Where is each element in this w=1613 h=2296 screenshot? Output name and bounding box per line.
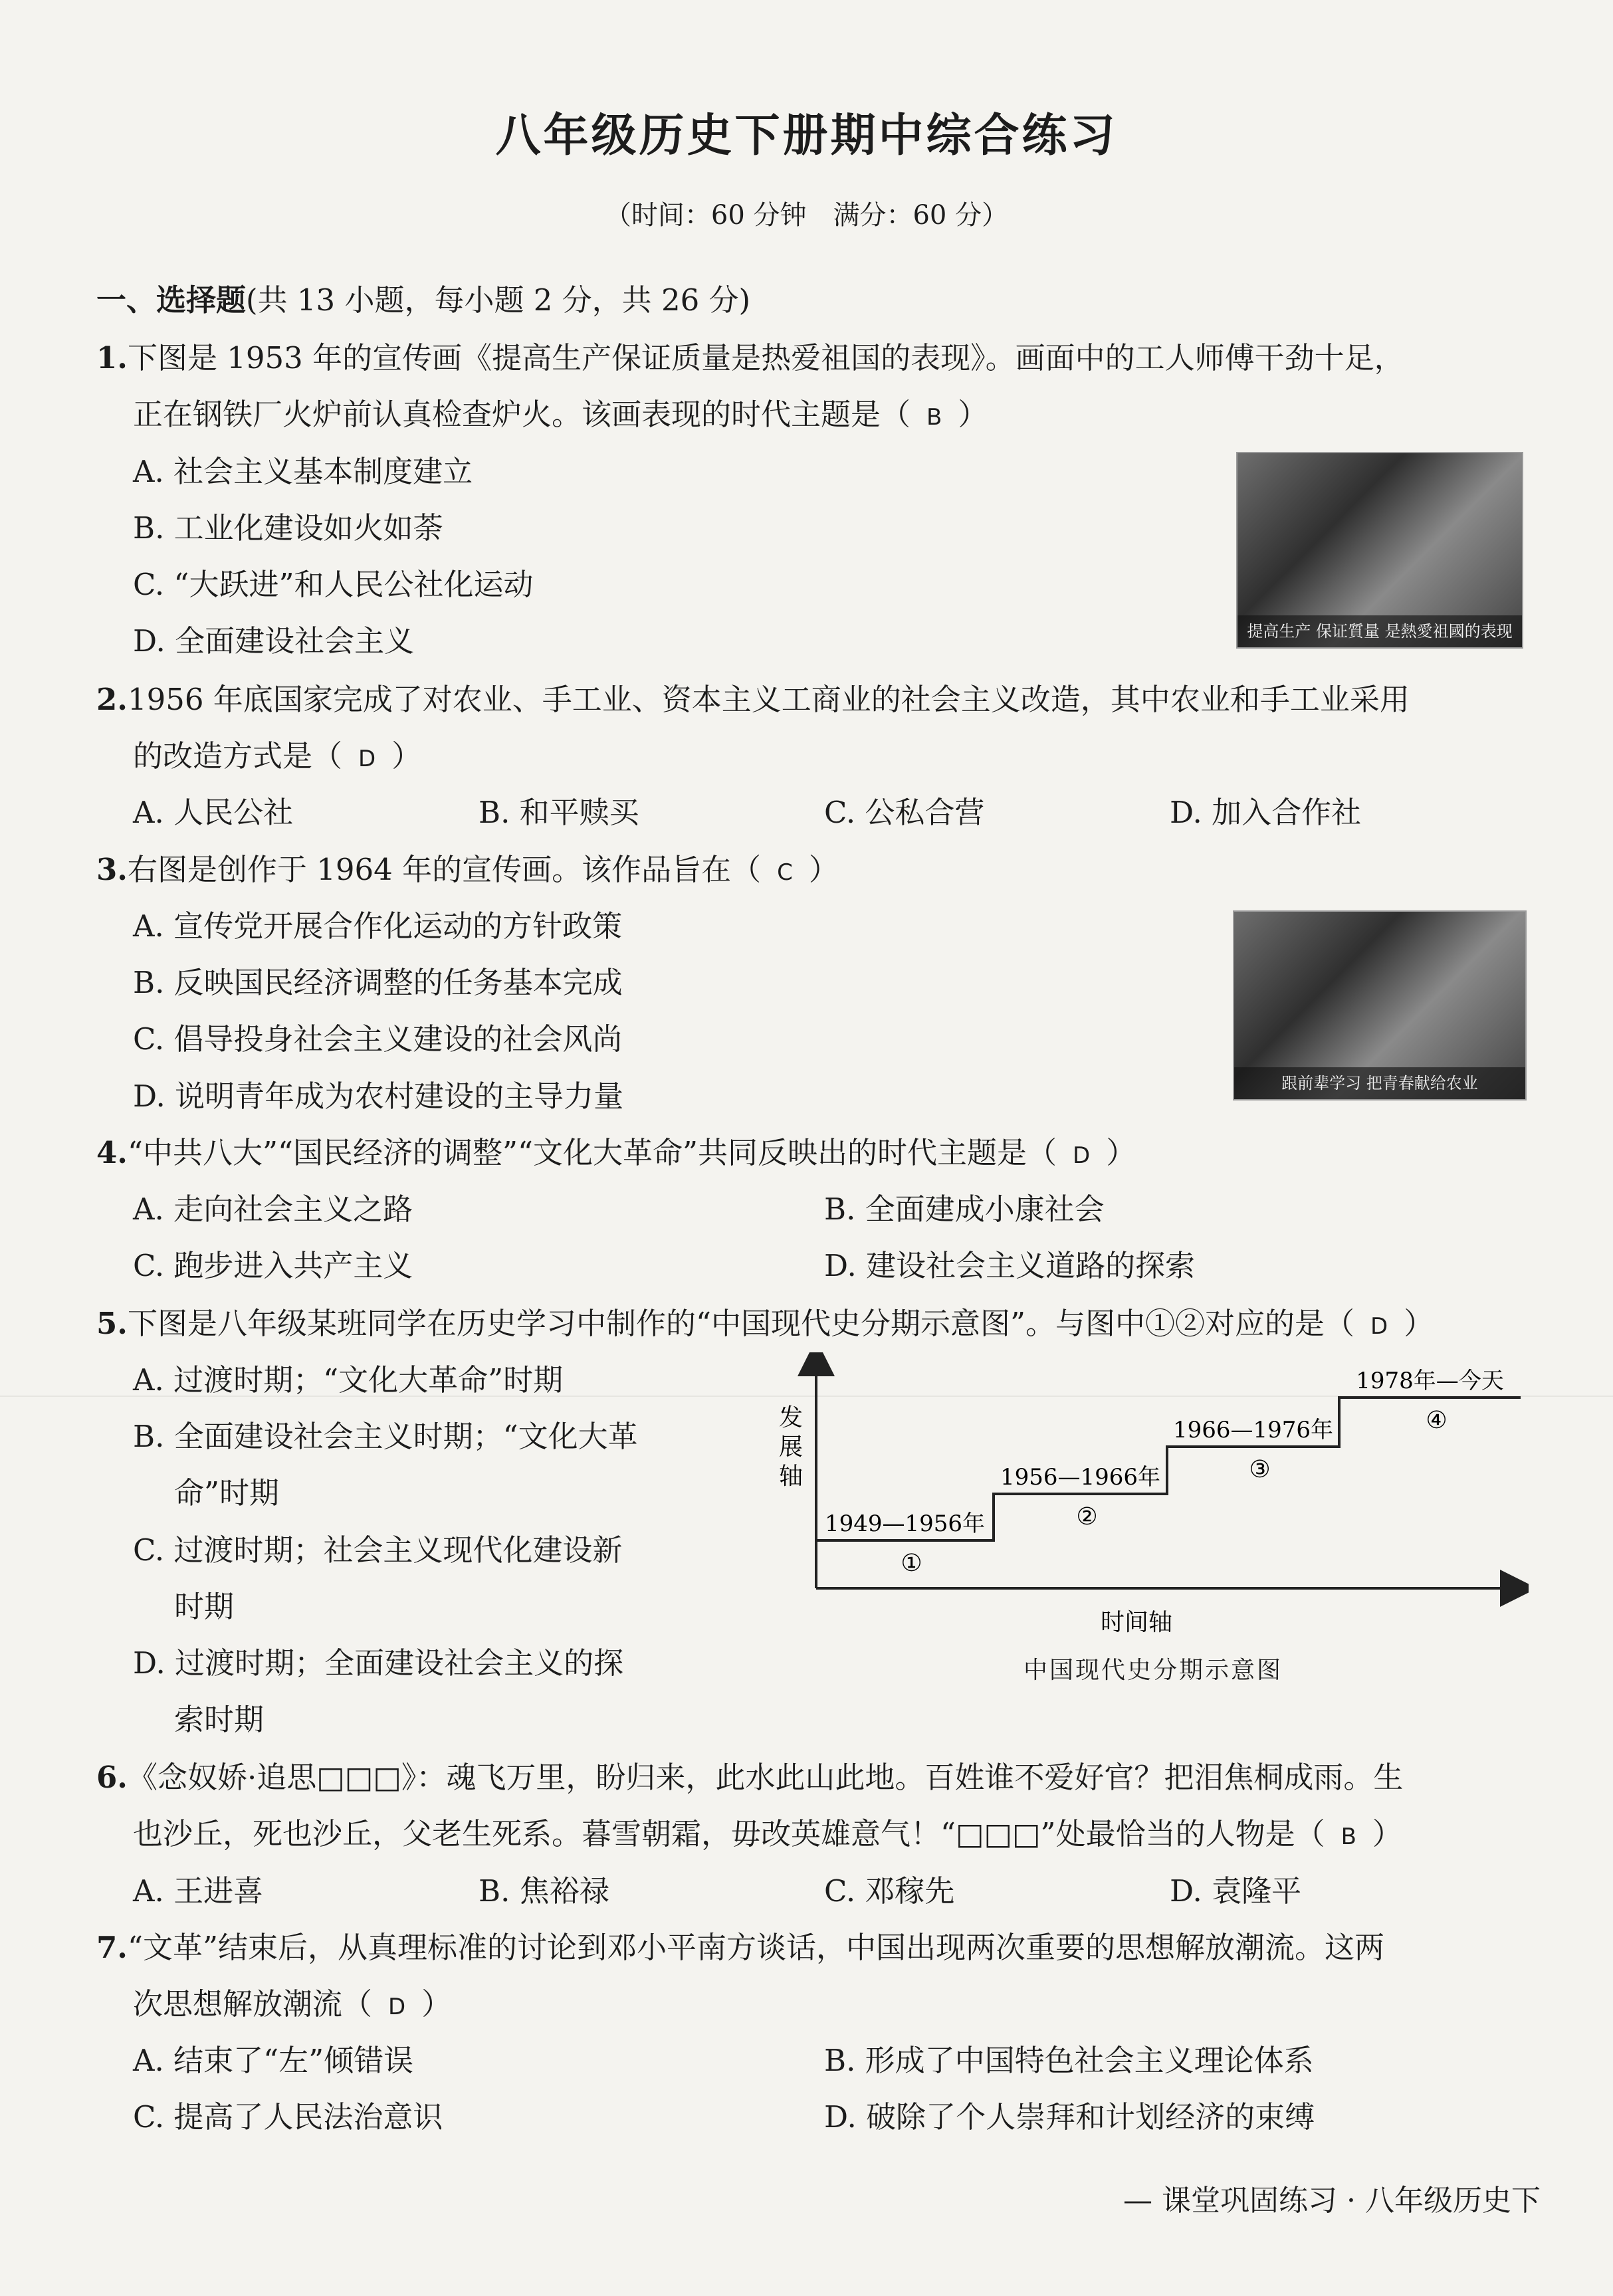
q4-option-c: C. 跑步进入共产主义	[133, 1248, 413, 1283]
question-number: 5.	[96, 1306, 128, 1341]
answer-mark: D	[358, 746, 376, 772]
bracket: ）	[808, 852, 839, 887]
answer-mark: B	[926, 404, 942, 431]
section-heading	[96, 276, 750, 319]
question-text: 右图是创作于 1964 年的宣传画。该作品旨在（	[127, 852, 762, 887]
y-axis-label-char: 发	[778, 1404, 804, 1431]
bracket: ）	[1106, 1135, 1136, 1170]
q2-option-b: B. 和平赎买	[479, 795, 639, 830]
q2-option-c: C. 公私合营	[824, 795, 985, 830]
page-footer: — 课堂巩固练习 · 八年级历史下	[1123, 2184, 1541, 2218]
q5-option-d-line1: D. 过渡时期；全面建设社会主义的探	[133, 1645, 624, 1681]
q1-option-b: B. 工业化建设如火如荼	[133, 510, 443, 546]
propaganda-poster-1964	[1233, 910, 1527, 1100]
step-mark: ①	[901, 1550, 922, 1577]
q1-option-c: C. “大跃进”和人民公社化运动	[133, 567, 534, 602]
propaganda-poster-1953	[1236, 452, 1523, 649]
section-title: 一、选择题	[96, 282, 247, 318]
q2-stem-line2	[133, 732, 421, 775]
q4-option-b: B. 全面建成小康社会	[824, 1192, 1105, 1227]
q5-option-c-line2: 时期	[174, 1589, 235, 1624]
q7-stem-line2	[133, 1980, 451, 2023]
page-title: 八年级历史下册期中综合练习	[495, 109, 1118, 162]
question-number: 3.	[96, 852, 128, 887]
step-diagram	[778, 1352, 1529, 1698]
question-text: 正在钢铁厂火炉前认真检查炉火。该画表现的时代主题是（	[133, 397, 911, 432]
question-text: 的改造方式是（	[133, 738, 343, 774]
q3-option-a: A. 宣传党开展合作化运动的方针政策	[133, 908, 623, 944]
question-number: 4.	[96, 1135, 128, 1170]
poster-caption: 提高生产 保证質量 是熱愛祖國的表现	[1237, 615, 1522, 647]
question-text: 《念奴娇·追思□□□》：魂飞万里，盼归来，此水此山此地。百姓谁不爱好官？把泪焦桐成雨。生	[127, 1760, 1404, 1795]
q1-option-a: A. 社会主义基本制度建立	[133, 454, 473, 489]
step-period-label: 1966—1976年	[1172, 1417, 1334, 1443]
q3-stem	[96, 845, 839, 888]
question-number: 7.	[96, 1930, 128, 1965]
q2-stem-line1	[96, 675, 1410, 718]
q2-option-a: A. 人民公社	[133, 795, 294, 830]
answer-mark: D	[388, 1994, 406, 2020]
poster-caption: 跟前辈学习 把青春献给农业	[1234, 1067, 1525, 1099]
q7-option-b: B. 形成了中国特色社会主义理论体系	[824, 2043, 1314, 2078]
answer-mark: D	[1370, 1313, 1388, 1340]
section-note: (共 13 小题，每小题 2 分，共 26 分)	[246, 282, 751, 318]
question-number: 1.	[96, 340, 128, 375]
q7-stem-line1	[96, 1923, 1384, 1966]
q3-option-b: B. 反映国民经济调整的任务基本完成	[133, 965, 623, 1000]
y-axis-label-char: 轴	[778, 1463, 804, 1490]
q1-option-d: D. 全面建设社会主义	[133, 623, 415, 659]
q5-option-c-line1: C. 过渡时期；社会主义现代化建设新	[133, 1532, 623, 1568]
x-axis-label: 时间轴	[1100, 1609, 1173, 1636]
q6-option-b: B. 焦裕禄	[479, 1873, 609, 1909]
q6-option-d: D. 袁隆平	[1170, 1873, 1302, 1909]
q5-stem	[96, 1299, 1434, 1342]
question-text: “中共八大”“国民经济的调整”“文化大革命”共同反映出的时代主题是（	[127, 1135, 1057, 1170]
q5-option-d-line2: 索时期	[174, 1702, 265, 1737]
step-period-label: 1978年—今天	[1356, 1368, 1504, 1394]
q6-stem-line1	[96, 1753, 1403, 1796]
q5-option-b-line1: B. 全面建设社会主义时期；“文化大革	[133, 1419, 638, 1454]
q7-option-a: A. 结束了“左”倾错误	[133, 2043, 414, 2078]
y-axis-label-char: 展	[778, 1433, 804, 1461]
q3-option-d: D. 说明青年成为农村建设的主导力量	[133, 1079, 624, 1114]
step-mark: ②	[1076, 1503, 1098, 1530]
question-text: “文革”结束后，从真理标准的讨论到邓小平南方谈话，中国出现两次重要的思想解放潮流。这两	[127, 1930, 1384, 1965]
bracket: ）	[391, 738, 422, 774]
question-text: 1956 年底国家完成了对农业、手工业、资本主义工商业的社会主义改造，其中农业和手工业采用	[127, 682, 1410, 717]
bracket: ）	[1404, 1306, 1434, 1341]
q6-stem-line2	[133, 1810, 1402, 1853]
q3-option-c: C. 倡导投身社会主义建设的社会风尚	[133, 1021, 623, 1057]
bracket: ）	[958, 397, 988, 432]
q4-stem	[96, 1128, 1136, 1172]
q4-option-d: D. 建设社会主义道路的探索	[824, 1248, 1196, 1283]
q1-stem-line1	[96, 334, 1404, 377]
question-text: 也沙丘，死也沙丘，父老生死系。暮雪朝霜，毋改英雄意气！“□□□”处最恰当的人物是（	[133, 1816, 1325, 1851]
bracket: ）	[1372, 1816, 1402, 1851]
question-text: 次思想解放潮流（	[133, 1986, 373, 2022]
q6-option-a: A. 王进喜	[133, 1873, 264, 1909]
step-period-label: 1956—1966年	[1000, 1464, 1161, 1491]
step-mark: ④	[1426, 1407, 1448, 1434]
step-period-label: 1949—1956年	[824, 1511, 986, 1537]
question-text: 下图是八年级某班同学在历史学习中制作的“中国现代史分期示意图”。与图中①②对应的是（	[127, 1306, 1354, 1341]
question-number: 6.	[96, 1760, 128, 1795]
figure-caption: 中国现代史分期示意图	[1023, 1657, 1283, 1684]
q4-option-a: A. 走向社会主义之路	[133, 1192, 413, 1227]
q5-option-a: A. 过渡时期；“文化大革命”时期	[133, 1362, 564, 1398]
q7-option-d: D. 破除了个人崇拜和计划经济的束缚	[824, 2099, 1315, 2135]
question-number: 2.	[96, 682, 128, 717]
q5-option-b-line2: 命”时期	[174, 1475, 280, 1511]
question-text: 下图是 1953 年的宣传画《提高生产保证质量是热爱祖国的表现》。画面中的工人师傅干劲十足，	[127, 340, 1404, 375]
exam-info: （时间：60 分钟 满分：60 分）	[604, 200, 1009, 231]
bracket: ）	[421, 1986, 452, 2022]
step-mark: ③	[1249, 1456, 1271, 1483]
q2-option-d: D. 加入合作社	[1170, 795, 1362, 830]
y-axis-label	[779, 1404, 803, 1490]
q7-option-c: C. 提高了人民法治意识	[133, 2099, 443, 2135]
q6-option-c: C. 邓稼先	[824, 1873, 955, 1909]
answer-mark: C	[777, 859, 793, 886]
answer-mark: D	[1073, 1142, 1091, 1169]
answer-mark: B	[1341, 1824, 1356, 1850]
q1-stem-line2	[133, 390, 988, 433]
periodization-figure	[778, 1352, 1529, 1701]
